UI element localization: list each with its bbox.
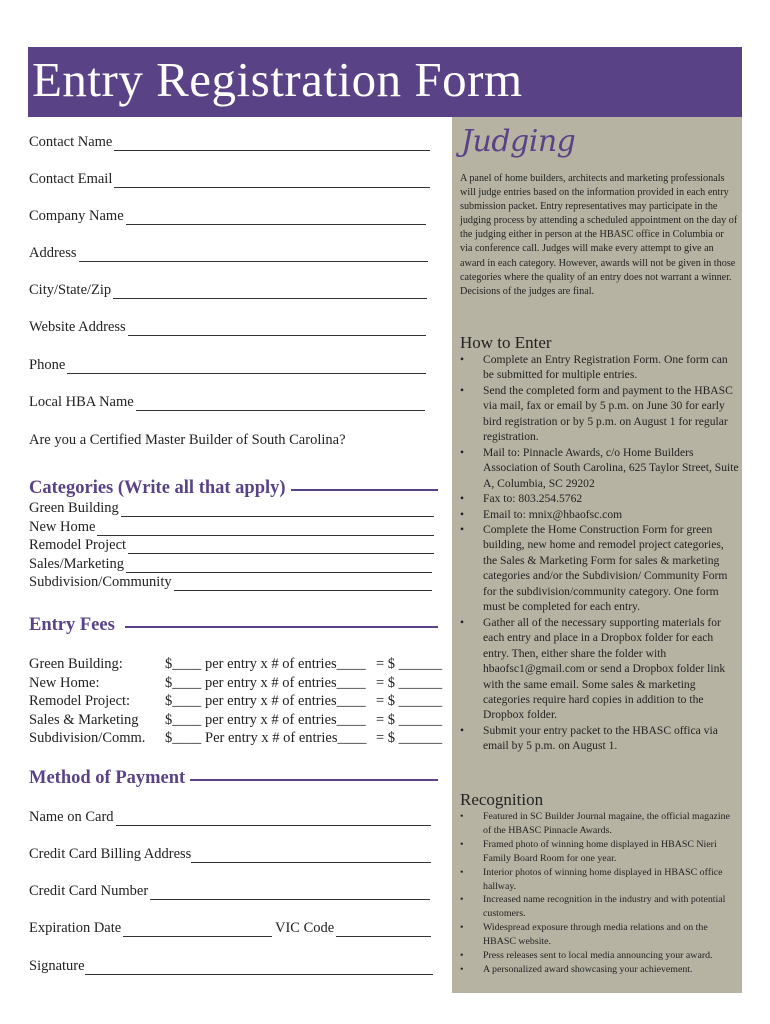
fee-entries-text[interactable]: per entry x # of entries____ — [205, 656, 366, 672]
field-label: Name on Card — [29, 809, 114, 825]
bullet-icon: • — [460, 838, 464, 850]
fee-total-blank[interactable]: = $ ______ — [376, 675, 443, 691]
list-item — [460, 352, 740, 383]
entry-fees-heading-text: Entry Fees — [29, 615, 115, 635]
categories-heading-text: Categories (Write all that apply) — [29, 478, 286, 498]
fee-row[interactable] — [29, 656, 444, 674]
category-green-building[interactable] — [29, 500, 434, 517]
fee-row[interactable] — [29, 712, 444, 730]
fee-label: Subdivision/Comm. — [29, 730, 146, 746]
list-item-text: Complete the Home Construction Form for green building, new home and remodel project categories, the Sales & Marketing Form for sales & marketing categories and/or the Subdivision/ Community Form for the subdivision/community category. One form must be completed for each entry. — [483, 522, 728, 614]
fee-amount-blank[interactable]: $____ — [165, 730, 202, 746]
field-line[interactable] — [116, 813, 431, 826]
bullet-icon: • — [460, 353, 465, 366]
fee-entries-text[interactable]: Per entry x # of entries____ — [205, 730, 367, 746]
bullet-icon: • — [460, 811, 464, 822]
field-line[interactable] — [191, 850, 431, 863]
field-line[interactable] — [85, 962, 433, 975]
field-label: Credit Card Number — [29, 883, 149, 899]
judging-heading: Judging — [461, 124, 576, 159]
list-item — [460, 491, 740, 506]
field-label: City/State/Zip — [29, 282, 112, 298]
bullet-icon: • — [460, 492, 465, 506]
list-item — [460, 810, 740, 838]
list-item — [460, 893, 740, 921]
list-item — [460, 963, 740, 977]
name-on-card-field[interactable] — [29, 809, 431, 826]
list-item-text: A personalized award showcasing your achievement. — [483, 963, 693, 975]
list-item-text: Fax to: 803.254.5762 — [483, 492, 583, 506]
list-item-text: Gather all of the necessary supporting materials for each entry and place in a Dropbox folder for each entry. Then, either share the folder with hbaofsc1@gmail.com or send a Dropbox folder link with the same email. Some sales & marketing categories require hard copies in addition to the Dropbox folder. — [483, 615, 726, 722]
fee-label: Remodel Project: — [29, 693, 131, 709]
fee-row[interactable] — [29, 730, 444, 748]
heading-rule — [291, 489, 438, 491]
list-item — [460, 383, 740, 445]
bullet-icon: • — [460, 950, 464, 962]
bullet-icon: • — [460, 894, 464, 906]
field-label: Website Address — [29, 319, 126, 335]
category-label: Green Building — [29, 500, 119, 516]
fee-entries-text[interactable]: per entry x # of entries____ — [205, 712, 366, 728]
field-line[interactable] — [150, 887, 430, 900]
judging-text: A panel of home builders, architects and marketing professionals will judge entries based on the information provided in each entry submission packet. Entry representatives may participate in the judging process by attending a scheduled appointment on the day of the judging either in person at the HBASC office in Columbia or via conference call. Judges will make every attempt to give an award in each category. However, awards will not be given in those categories where the quality of an entry does not warrant a winner. Decisions of the judges are final. — [460, 173, 738, 297]
category-sales-marketing[interactable] — [29, 556, 432, 573]
field-label: Contact Email — [29, 171, 113, 187]
bullet-icon: • — [460, 383, 465, 397]
heading-rule — [125, 626, 438, 628]
field-label: Address — [29, 245, 77, 261]
fee-entries-text[interactable]: per entry x # of entries____ — [205, 693, 366, 709]
categories-heading — [29, 478, 438, 499]
city-state-zip-field[interactable] — [29, 282, 427, 299]
fee-amount-blank[interactable]: $____ — [165, 675, 202, 691]
fee-row[interactable] — [29, 675, 444, 693]
title-banner — [28, 47, 742, 117]
list-item-text: Widespread exposure through media relations and on the HBASC website. — [483, 922, 708, 948]
bullet-icon: • — [460, 445, 465, 459]
field-label: Contact Name — [29, 134, 113, 150]
bullet-icon: • — [460, 723, 465, 737]
list-item-text: Submit your entry packet to the HBASC offica via email by 5 p.m. on August 1. — [483, 723, 718, 753]
entry-fees-heading — [29, 615, 438, 636]
recognition-list — [460, 810, 740, 977]
fee-entries-text[interactable]: per entry x # of entries____ — [205, 675, 366, 691]
contact-name-field[interactable] — [29, 134, 430, 151]
recognition-heading: Recognition — [460, 790, 544, 809]
fee-total-blank[interactable]: = $ ______ — [376, 693, 443, 709]
signature-field[interactable] — [29, 958, 433, 975]
card-number-field[interactable] — [29, 883, 430, 900]
fee-total-blank[interactable]: = $ ______ — [376, 712, 443, 728]
list-item-text: Increased name recognition in the industry and with potential customers. — [483, 894, 726, 920]
field-line[interactable] — [128, 323, 426, 336]
website-address-field[interactable] — [29, 319, 426, 336]
form-title: Entry Registration Form — [32, 52, 523, 107]
list-item-text: Mail to: Pinnacle Awards, c/o Home Builders Association of South Carolina, 625 Taylor Street, Suite A, Columbia, SC 29202 — [483, 445, 739, 490]
field-line[interactable] — [114, 138, 430, 151]
how-to-enter-list — [460, 352, 740, 754]
heading-rule — [190, 779, 438, 781]
category-label: Remodel Project — [29, 537, 127, 553]
list-item — [460, 522, 740, 615]
list-item-text: Send the completed form and payment to the HBASC via mail, fax or email by 5 p.m. on June 30 for early bird registration or by 5 p.m. on August 1 for regular registration. — [483, 383, 733, 444]
field-line[interactable] — [79, 249, 428, 262]
email-link[interactable]: Email to: mnix@hbaofsc.com — [483, 507, 623, 521]
list-item-text: Featured in SC Builder Journal magaine, the official magazine of the HBASC Pinnacle Awards. — [483, 811, 730, 836]
bullet-icon: • — [460, 922, 464, 934]
field-line[interactable] — [67, 361, 426, 374]
category-label: Subdivision/Community — [29, 574, 172, 590]
list-item — [460, 866, 740, 894]
field-line[interactable] — [114, 175, 430, 188]
fee-total-blank[interactable]: = $ ______ — [376, 656, 443, 672]
bullet-icon: • — [460, 866, 464, 878]
category-label: New Home — [29, 519, 96, 535]
bullet-icon: • — [460, 507, 465, 521]
category-remodel-project[interactable] — [29, 537, 434, 554]
category-subdivision-community[interactable] — [29, 574, 432, 591]
list-item — [460, 507, 740, 522]
list-item-text: Framed photo of winning home displayed in HBASC Nieri Family Board Room for one year. — [483, 838, 717, 864]
contact-email-field[interactable] — [29, 171, 430, 188]
category-new-home[interactable] — [29, 519, 434, 536]
category-label: Sales/Marketing — [29, 556, 125, 572]
bullet-icon: • — [460, 963, 464, 975]
field-line[interactable] — [136, 398, 425, 411]
list-item — [460, 615, 740, 723]
vic-code-field[interactable] — [275, 920, 431, 937]
list-item-text: Complete an Entry Registration Form. One form can be submitted for multiple entries. — [483, 353, 728, 382]
fee-label: New Home: — [29, 675, 100, 691]
local-hba-name-field[interactable] — [29, 394, 425, 411]
bullet-icon: • — [460, 522, 465, 536]
fee-row[interactable] — [29, 693, 444, 711]
certified-question: Are you a Certified Master Builder of South Carolina? — [29, 432, 346, 448]
payment-heading — [29, 768, 438, 789]
list-item-text: Press releases sent to local media announcing your award. — [483, 950, 713, 962]
fee-total-blank[interactable]: = $ ______ — [376, 730, 443, 746]
fee-label: Sales & Marketing — [29, 712, 139, 728]
fee-label: Green Building: — [29, 656, 123, 672]
list-item — [460, 921, 740, 949]
field-label: Signature — [29, 958, 85, 974]
fee-amount-blank[interactable]: $____ — [165, 693, 202, 709]
field-line[interactable] — [128, 541, 434, 554]
field-label: Credit Card Billing Address — [29, 846, 192, 862]
bullet-icon: • — [460, 615, 465, 629]
list-item — [460, 949, 740, 963]
fee-amount-blank[interactable]: $____ — [165, 712, 202, 728]
field-line[interactable] — [126, 560, 432, 573]
list-item — [460, 723, 740, 754]
how-to-enter-heading: How to Enter — [460, 333, 552, 352]
list-item — [460, 445, 740, 491]
field-line[interactable] — [174, 578, 432, 591]
expiration-date-field[interactable] — [29, 920, 272, 937]
field-line[interactable] — [113, 286, 427, 299]
field-line[interactable] — [123, 924, 272, 937]
field-label: Local HBA Name — [29, 394, 134, 410]
phone-field[interactable] — [29, 357, 426, 374]
billing-address-field[interactable] — [29, 846, 431, 863]
field-label: Phone — [29, 357, 66, 373]
company-name-field[interactable] — [29, 208, 426, 225]
field-line[interactable] — [97, 523, 434, 536]
address-field[interactable] — [29, 245, 428, 262]
field-line[interactable] — [121, 504, 434, 517]
list-item-text: Interior photos of winning home displayed in HBASC office hallway. — [483, 866, 723, 892]
field-line[interactable] — [126, 212, 426, 225]
field-label: Expiration Date — [29, 920, 122, 936]
field-line[interactable] — [336, 924, 431, 937]
field-label: VIC Code — [275, 920, 335, 936]
payment-heading-text: Method of Payment — [29, 768, 186, 788]
fee-amount-blank[interactable]: $____ — [165, 656, 202, 672]
list-item — [460, 838, 740, 866]
field-label: Company Name — [29, 208, 124, 224]
